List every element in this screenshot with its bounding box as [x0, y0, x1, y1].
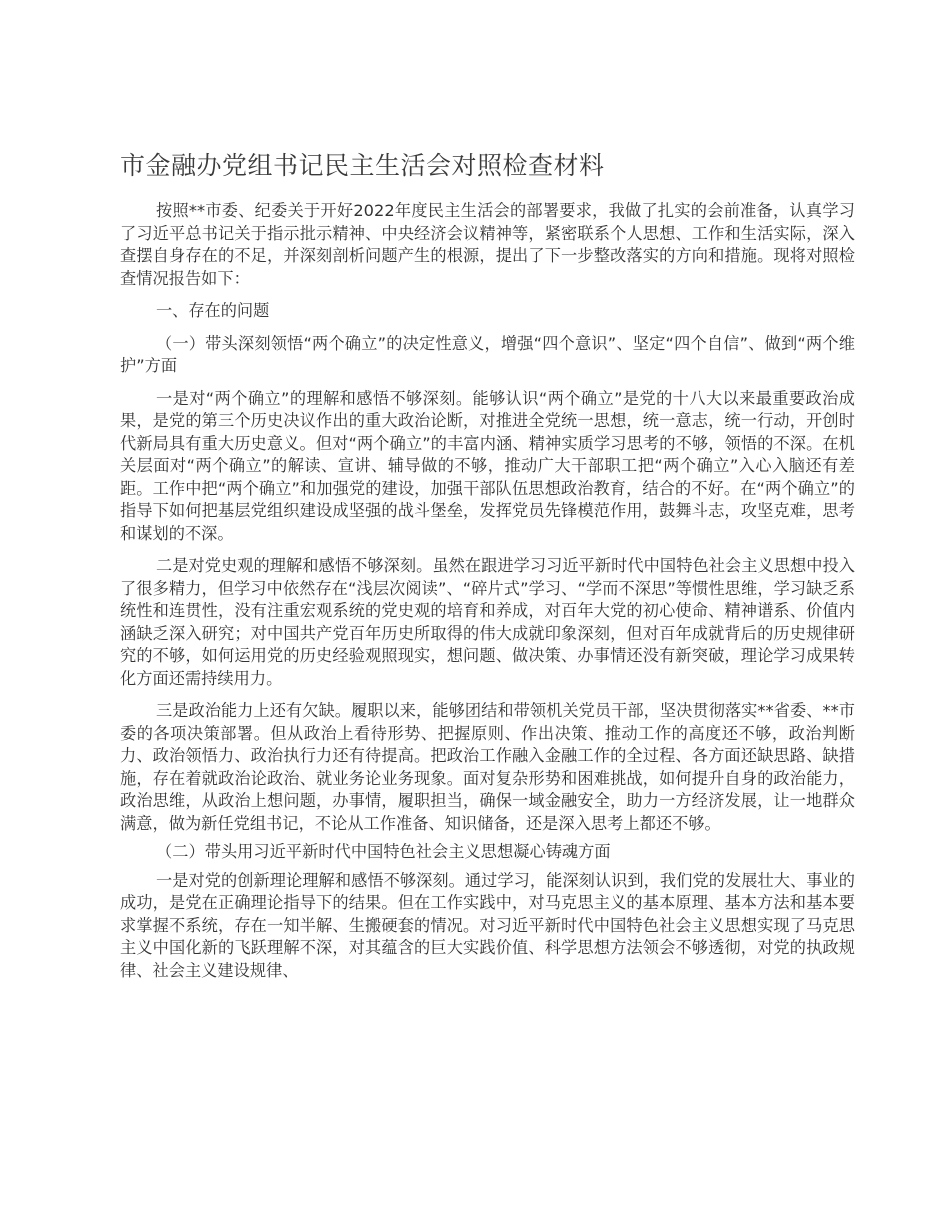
paragraph-innovative-theory: 一是对党的创新理论理解和感悟不够深刻。通过学习，能深刻认识到，我们党的发展壮大、事业的成功，是党在正确理论指导下的结果。但在工作实践中，对马克思主义的基本原理、基本方法和基本要求掌握不系统，存在一知半解、生搬硬套的情况。对习近平新时代中国特色社会主义思想实现了马克思主义中国化新的飞跃理解不深，对其蕴含的巨大实践价值、科学思想方法领会不够透彻，对党的执政规律、社会主义建设规律、	[120, 870, 855, 980]
paragraph-two-establishments: 一是对“两个确立”的理解和感悟不够深刻。能够认识“两个确立”是党的十八大以来最重要政治成果，是党的第三个历史决议作出的重大政治论断，对推进全党统一思想，统一意志，统一行动，开创时代新局具有重大历史意义。但对“两个确立”的丰富内涵、精神实质学习思考的不够，领悟的不深。在机关层面对“两个确立”的解读、宣讲、辅导做的不够，推动广大干部职工把“两个确立”入心入脑还有差距。工作中把“两个确立”和加强党的建设，加强干部队伍思想政治教育，结合的不好。在“两个确立”的指导下如何把基层党组织建设成坚强的战斗堡垒，发挥党员先锋模范作用，鼓舞斗志，攻坚克难，思考和谋划的不深。	[120, 388, 855, 543]
document-title: 市金融办党组书记民主生活会对照检查材料	[120, 151, 605, 180]
subsection-heading-2: （二）带头用习近平新时代中国特色社会主义思想凝心铸魂方面	[156, 842, 611, 861]
document-page	[120, 146, 855, 992]
paragraph-party-history-view: 二是对党史观的理解和感悟不够深刻。虽然在跟进学习习近平新时代中国特色社会主义思想中投入了很多精力，但学习中依然存在“浅层次阅读”、“碎片式”学习、“学而不深思”等惯性思维，学习缺乏系统性和连贯性，没有注重宏观系统的党史观的培育和养成，对百年大党的初心使命、精神谱系、价值内涵缺乏深入研究；对中国共产党百年历史所取得的伟大成就印象深刻，但对百年成就背后的历史规律研究的不够，如何运用党的历史经验观照现实，想问题、做决策、办事情还没有新突破，理论学习成果转化方面还需持续用力。	[120, 556, 855, 688]
paragraph-political-capacity: 三是政治能力上还有欠缺。履职以来，能够团结和带领机关党员干部，坚决贯彻落实**省委、**市委的各项决策部署。但从政治上看待形势、把握原则、作出决策、推动工作的高度还不够，政治判断力、政治领悟力、政治执行力还有待提高。把政治工作融入金融工作的全过程、各方面还缺思路、缺措施，存在着就政治论政治、就业务论业务现象。面对复杂形势和困难挑战，如何提升自身的政治能力，政治思维，从政治上想问题，办事情，履职担当，确保一域金融安全，助力一方经济发展，让一地群众满意，做为新任党组书记，不论从工作准备、知识储备，还是深入思考上都还不够。	[120, 701, 855, 833]
subsection-heading-1: （一）带头深刻领悟“两个确立”的决定性意义，增强“四个意识”、坚定“四个自信”、做到“两个维护”方面	[120, 333, 855, 375]
section-heading-problems: 一、存在的问题	[156, 301, 270, 320]
intro-paragraph: 按照**市委、纪委关于开好2022年度民主生活会的部署要求，我做了扎实的会前准备，认真学习了习近平总书记关于指示批示精神、中央经济会议精神等，紧密联系个人思想、工作和生活实际，深入查摆自身存在的不足，并深刻剖析问题产生的根源，提出了下一步整改落实的方向和措施。现将对照检查情况报告如下：	[120, 201, 855, 288]
